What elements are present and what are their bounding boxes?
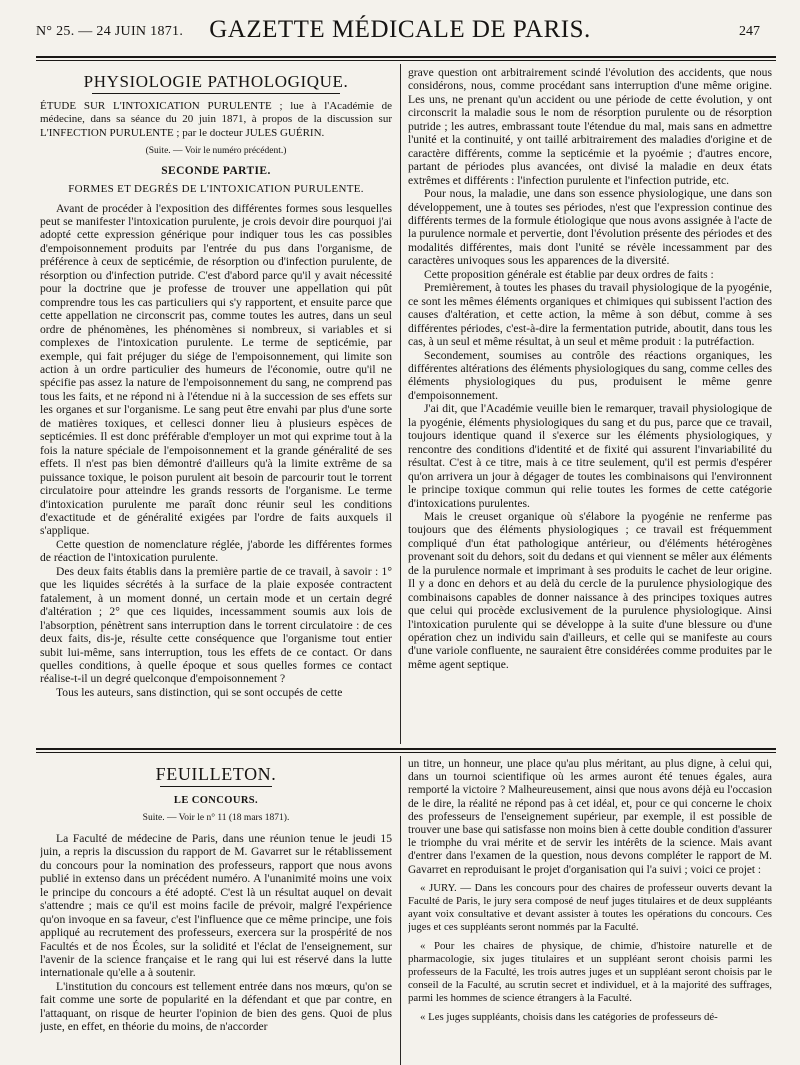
masthead-rule bbox=[36, 56, 776, 58]
paragraph: La Faculté de médecine de Paris, dans une réunion tenue le jeudi 15 juin, a repris la discussion du rapport de M. Gavarret sur le rétablissement du concours pour la nomination des professeurs, rapport que nous avons publié in extenso dans un précédent numéro. A l'unanimité moins une voix le principe du concours a été adopté. C'est là un résultat auquel on devait s'attendre ; mais ce qu'il est moins facile de prévoir, malgré l'expérience qu'on invoque en sa faveur, c'est l'influence que ce même principe, une fois appliqué au recrutement des professeurs, exercera sur la prospérité de nos Facultés et de nos Écoles, sur la solidité et l'éclat de l'enseignement, sur l'avenir de la science française et le rang qui lui est réservé dans la lutte internationale qu'elle a à soutenir. bbox=[40, 831, 392, 980]
paragraph: L'institution du concours est tellement entrée dans nos mœurs, qu'on se fait comme une sorte de popularité en la défendant et que par contre, en l'attaquant, on risque de heurter l'opinion de bien des gens. Quoi de plus juste, en effet, en théorie du moins, de n'accorder bbox=[40, 979, 392, 1034]
section-title-feuilleton: FEUILLETON. bbox=[155, 764, 277, 784]
physiologie-right-column bbox=[408, 66, 772, 746]
feuilleton-rule-thin bbox=[36, 752, 776, 753]
section-title-underline bbox=[92, 93, 340, 94]
masthead bbox=[36, 14, 764, 48]
paragraph: « Les juges suppléants, choisis dans les catégories de professeurs dé- bbox=[420, 1010, 718, 1023]
paragraph: Des deux faits établis dans la première partie de ce travail, à savoir : 1° que les liquides sécrétés à la surface de la plaie exposée contractent fatalement, à un moment donné, un certain mode et un certain degré d'altération ; 2° que ces liquides, incessamment soumis aux lois de l'absorption, pénètrent sans interruption dans le torrent circulatoire : de ces deux faits, dis-je, résulte cette conséquence que l'organisme tout entier subit lui-même, sans interruption, tous les effets de ce contact. Or dans quelles conditions, à quelle époque et sous quelles formes ce contact réalise-t-il un degré quelconque d'empoisonnement ? bbox=[40, 564, 392, 686]
paragraph: « JURY. — Dans les concours pour des chaires de professeur ouverts devant la Faculté de Paris, le jury sera composé de neuf juges titulaires et de deux suppléants ayant voix consultative et devant assister à toutes les opérations du concours. Ces juges et ces suppléants seront nommés par la Faculté. bbox=[408, 881, 772, 934]
paragraph: un titre, un honneur, une place qu'au plus méritant, au plus digne, à celui qui, dans un tournoi scientifique où les armes auront été tenues égales, aura remporté la victoire ? Malheureusement, ainsi que nous avons déjà eu l'occasion de le dire, la réalité ne répond pas à cet idéal, et, pour ce qui concerne le choix des professeurs de l'enseignement supérieur, par exemple, il est possible de trouver une base qui satisfasse non moins bien à cette double condition d'assurer le triomphe du vrai mérite et de servir les intérêts de la science. Mais avant d'entrer dans l'examen de la question, nous devons compléter le rapport de M. Gavarret en reproduisant le projet d'organisation qui l'a suivi ; voici ce projet : bbox=[408, 758, 772, 876]
paragraph: Secondement, soumises au contrôle des réactions organiques, les différentes altérations des éléments physiologiques du sang, comme celles des éléments physiologiques du pus, produisent le même genre d'empoisonnement. bbox=[408, 348, 772, 402]
column-divider bbox=[400, 64, 401, 744]
page-number: 247 bbox=[739, 24, 760, 39]
paragraph: Premièrement, à toutes les phases du travail physiologique de la pyogénie, ce sont les mêmes éléments organiques et chimiques qui subissent l'action des causes d'altération, et cette action, la même à son début, comme à ses différentes périodes, c'est-à-dire la fermentation putride, aboutit, dans tous les cas, à un seul et même résultat, à un seul et même produit : la putréfaction. bbox=[408, 281, 772, 349]
column-divider bbox=[400, 756, 401, 1065]
feuilleton-title-underline bbox=[160, 786, 272, 787]
part-subtitle: FORMES ET DEGRÉS DE L'INTOXICATION PURULENTE. bbox=[68, 183, 364, 196]
paragraph: Cette proposition générale est établie par deux ordres de faits : bbox=[424, 267, 714, 281]
paragraph: Avant de procéder à l'exposition des différentes formes sous lesquelles peut se manifester l'intoxication purulente, je crois devoir dire pourquoi j'ai adopté cette expression générique pour indiquer tous les cas possibles d'empoisonnement produits par l'entrée du pus dans l'organisme, de préférence à ceux de septicémie, de résorption ou d'infection purulente, de résorption ou d'infection putride. C'est d'abord parce qu'il y avait nécessité pour la doctrine que je professe de trouver une appellation qui pût comprendre tous les cas particuliers qui s'y rapportent, et ensuite parce que cette appellation ne circonscrit pas, comme toutes les autres, dans un seul ordre de phénomènes, les phénomènes si nombreux, si variables et si complexes de l'intoxication purulente. Le terme de septicémie, par exemple, qui fait préjuger du siége de l'empoisonnement, qui limite son action à un ordre particulier des humeurs de l'économie, outre qu'il ne spécifie pas assez la nature de l'empoisonnement du sang, ne comprend pas tous les faits, et ne répond ni à l'étendue ni à la succession de ses effets sur les organes et sur l'organisme. Le sang peut être envahi par plus d'une sorte de matières toxiques, et cellesci donner lieu à plusieurs espèces de septicémies. Il est donc préférable d'employer un mot qui exprime tout à la fois la nature spéciale de l'empoisonnement et la grande généralité de ses effets. Il n'est pas bien démontré d'ailleurs qu'à la limite extrême de sa puissance toxique, le poison purulent ait besoin de parcourir tout le torrent circulatoire pour atteindre les grands ressorts de l'organisme. Le terme d'intoxication purulente me paraît donc réunir seul les conditions d'exactitude et de généralité exigées par l'ordre de faits auxquels il s'applique. bbox=[40, 201, 392, 538]
feuilleton-right-column bbox=[408, 758, 772, 1064]
feuilleton-subtitle: LE CONCOURS. bbox=[173, 795, 259, 806]
masthead-rule-thin bbox=[36, 60, 776, 61]
section-title-physiologie: PHYSIOLOGIE PATHOLOGIQUE. bbox=[83, 72, 349, 91]
paragraph: Mais le creuset organique où s'élabore la pyogénie ne renferme pas toujours que des éléments physiologiques ; ce travail est fréquemment compliqué d'un état pathologique antérieur, ou d'éléments hétérogènes provenant soit du dehors, soit du dedans et qui viennent se mêler aux éléments de la purulence normale et imprimant à ses produits le cachet de leur origine. Il y a donc en dehors et au delà du cercle de la purulence physiologique des combinaisons capables de donner naissance à des principes toxiques autres que celui qui procède exclusivement de la purulence physiologique. Ainsi l'intoxication purulente qui se développe à la suite d'une blessure ou d'une opération chez un individu sain d'ailleurs, et celle qui se manifeste au cours d'une variole confluente, ne sauraient être considérées comme produites par le même agent septique. bbox=[408, 509, 772, 671]
issue-date: N° 25. — 24 JUIN 1871. bbox=[36, 24, 184, 39]
physiologie-left-column bbox=[40, 100, 392, 745]
feuilleton-rule bbox=[36, 748, 776, 750]
paragraph: Tous les auteurs, sans distinction, qui se sont occupés de cette bbox=[56, 685, 343, 699]
feuilleton-suite-note: Suite. — Voir le n° 11 (18 mars 1871). bbox=[142, 813, 290, 824]
suite-note: (Suite. — Voir le numéro précédent.) bbox=[145, 146, 287, 157]
part-heading: SECONDE PARTIE. bbox=[161, 164, 271, 177]
paragraph: J'ai dit, que l'Académie veuille bien le remarquer, travail physiologique de la pyogénie, éléments physiologiques du sang et du pus, parce que ce travail, toujours identique quand il s'exerce sur les éléments physiologiques, y rencontre des conditions d'identité et de fixité qui assurent l'invariabilité du résultat. C'est à ce titre, mais à ce titre seulement, qu'il est permis d'espérer qu'on arrivera un jour à dégager de toutes les combinaisons qui l'environnent le principe toxique commun qui relie toutes les formes de cette catégorie d'intoxications purulentes. bbox=[408, 402, 772, 510]
paragraph: Cette question de nomenclature réglée, j'aborde les différentes formes de réaction de l'intoxication purulente. bbox=[40, 537, 392, 565]
feuilleton-left-column bbox=[40, 794, 392, 1064]
paragraph: grave question ont arbitrairement scindé l'évolution des accidents, que nous considérons, nous, comme procédant sans interruption d'une même origine. Les uns, ne prenant qu'un accident ou une période de cette évolution, y ont circonscrit la maladie sous le nom de résorption purulente ou de résorption putride ; les autres, embrassant toute l'étendue du mal, mais sans en admettre l'unité et la continuité, y ont taillé arbitrairement des maladies d'origine et de caractère différents, comme la septicémie et la pyoémie ; d'autres encore, partant de périodes plus avancées, ont divisé la maladie en deux états extrêmes et différents : l'infection purulente et l'infection putride, etc. bbox=[408, 66, 772, 187]
newspaper-title: GAZETTE MÉDICALE DE PARIS. bbox=[209, 16, 591, 43]
paragraph: Pour nous, la maladie, une dans son essence physiologique, une dans son développement, une à toutes ses périodes, n'est que l'expression continue des différents termes de la formule étiologique que nous avons assignée à l'acte de la purulence normale et pervertie, dont l'évolution présente des périodes et des modalités différentes, mais dont l'unité se révèle incessamment par des caractères univoques sous les apparences de la diversité. bbox=[408, 187, 772, 268]
article-intro: ÉTUDE SUR L'INTOXICATION PURULENTE ; lue à l'Académie de médecine, dans sa séance du 20 juin 1871, à propos de la discussion sur L'INFECTION PURULENTE ; par le docteur JULES GUÉRIN. bbox=[40, 100, 392, 139]
paragraph: « Pour les chaires de physique, de chimie, d'histoire naturelle et de pharmacologie, six juges titulaires et un suppléant seront choisis parmi les professeurs de la Faculté, les trois autres juges et un suppléant seront choisis par le conseil de la Faculté, au scrutin secret et individuel, et à la majorité des suffrages, parmi les hommes de science étrangers à la Faculté. bbox=[408, 939, 772, 1005]
